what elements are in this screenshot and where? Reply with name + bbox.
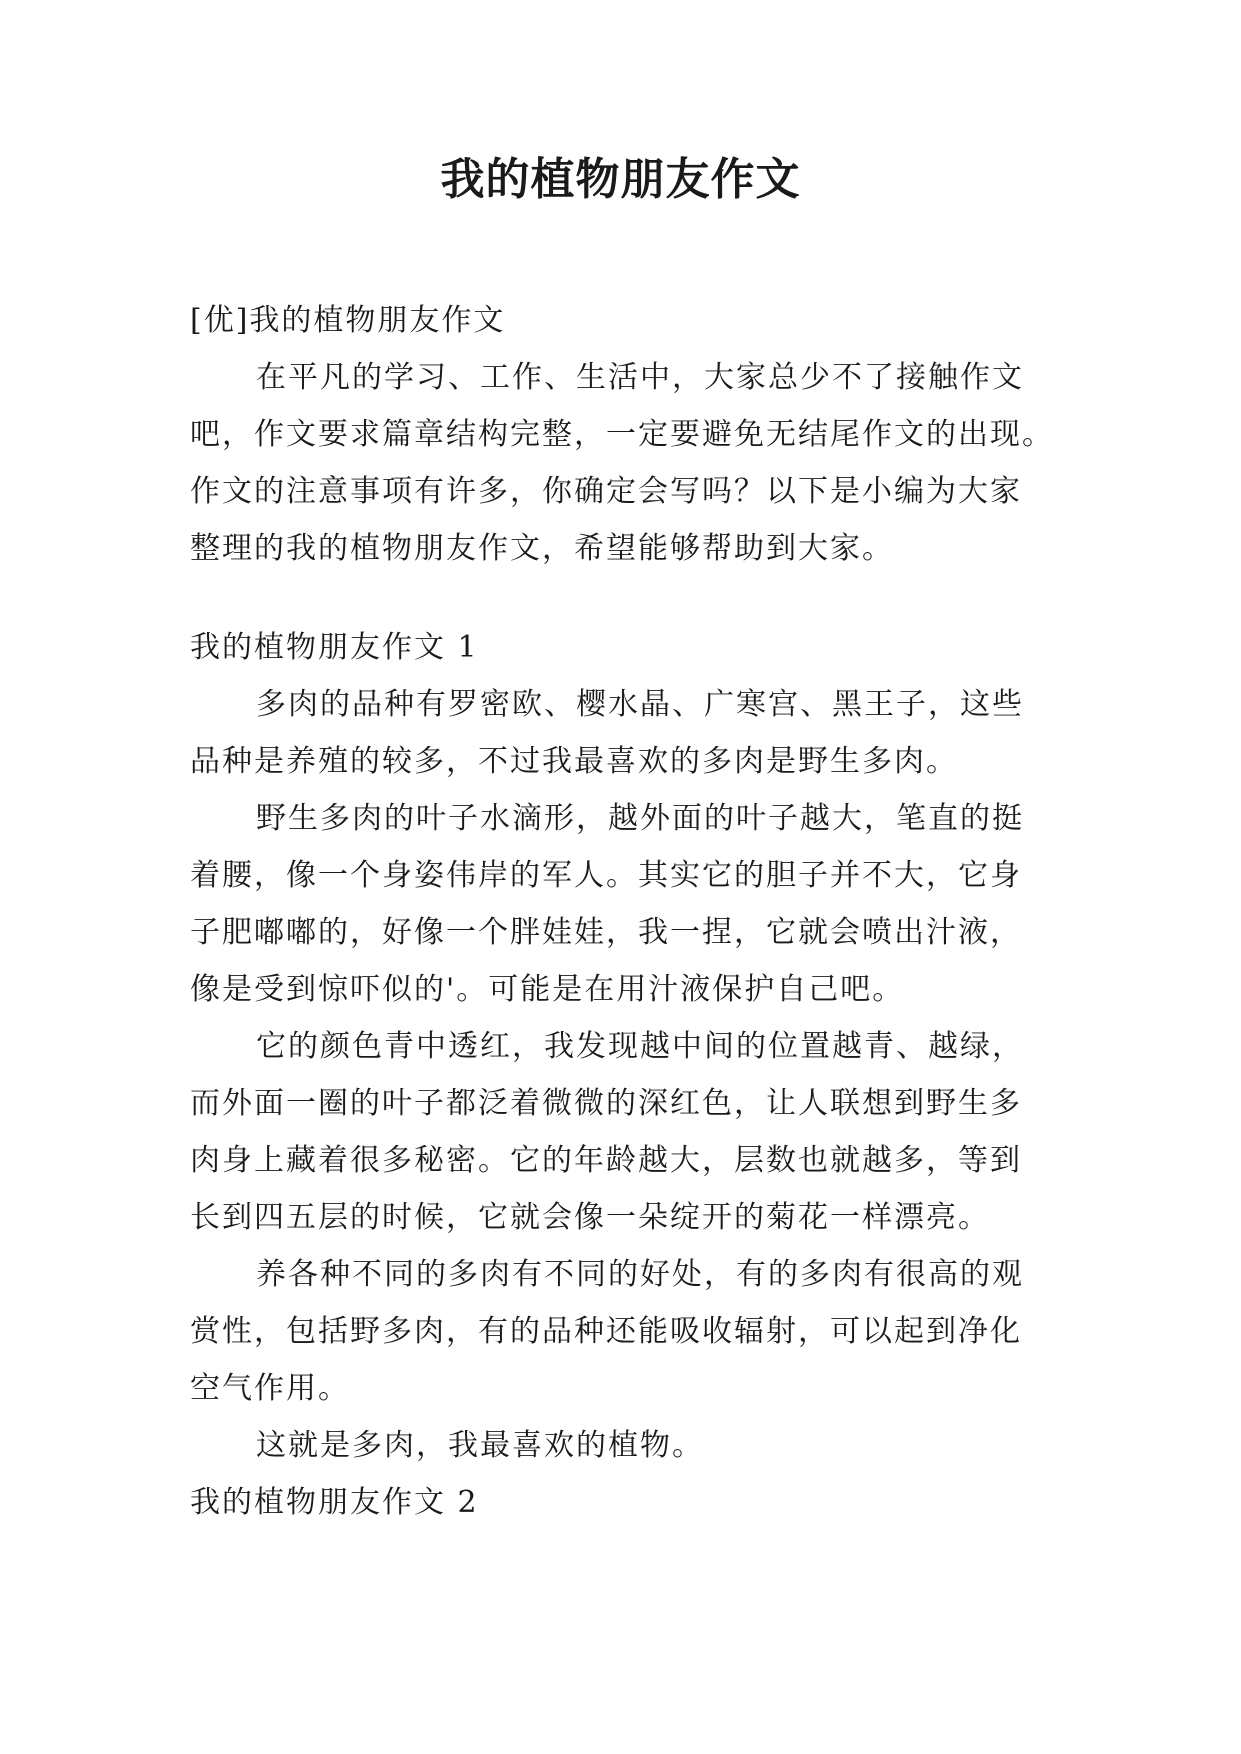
paragraph-line: 野生多肉的叶子水滴形，越外面的叶子越大，笔直的挺: [256, 801, 1024, 836]
subtitle: [优]我的植物朋友作文: [190, 303, 506, 338]
paragraph-line: 它的颜色青中透红，我发现越中间的位置越青、越绿，: [256, 1029, 1024, 1064]
paragraph-line: 养各种不同的多肉有不同的好处，有的多肉有很高的观: [256, 1257, 1024, 1292]
paragraph-line: 像是受到惊吓似的'。可能是在用汁液保护自己吧。: [190, 972, 905, 1007]
intro-line: 作文的注意事项有许多，你确定会写吗？以下是小编为大家: [190, 474, 1022, 509]
paragraph-line: 品种是养殖的较多，不过我最喜欢的多肉是野生多肉。: [190, 744, 958, 779]
section-heading-2: 我的植物朋友作文 2: [190, 1485, 479, 1520]
paragraph-line: 多肉的品种有罗密欧、樱水晶、广寒宫、黑王子，这些: [256, 687, 1024, 722]
paragraph-line: 肉身上藏着很多秘密。它的年龄越大，层数也就越多，等到: [190, 1143, 1022, 1178]
intro-line: 在平凡的学习、工作、生活中，大家总少不了接触作文: [256, 360, 1024, 395]
paragraph-line: 赏性，包括野多肉，有的品种还能吸收辐射，可以起到净化: [190, 1314, 1022, 1349]
document-body: [190, 292, 1070, 1531]
paragraph-line: 空气作用。: [190, 1371, 350, 1406]
paragraph-5: [190, 1417, 1070, 1474]
paragraph-line: 长到四五层的时候，它就会像一朵绽开的菊花一样漂亮。: [190, 1200, 990, 1235]
paragraph-line: 子肥嘟嘟的，好像一个胖娃娃，我一捏，它就会喷出汁液，: [190, 915, 1022, 950]
paragraph-line: 而外面一圈的叶子都泛着微微的深红色，让人联想到野生多: [190, 1086, 1022, 1121]
paragraph-3: [190, 1018, 1070, 1246]
section-spacer: [190, 577, 1070, 619]
intro-paragraph: [190, 349, 1070, 577]
intro-line: 整理的我的植物朋友作文，希望能够帮助到大家。: [190, 531, 894, 566]
paragraph-line: 这就是多肉，我最喜欢的植物。: [256, 1428, 704, 1463]
paragraph-line: 着腰，像一个身姿伟岸的军人。其实它的胆子并不大，它身: [190, 858, 1022, 893]
document-title: 我的植物朋友作文: [440, 154, 801, 205]
paragraph-2: [190, 790, 1070, 1018]
intro-line: 吧，作文要求篇章结构完整，一定要避免无结尾作文的出现。: [190, 417, 1054, 452]
paragraph-4: [190, 1246, 1070, 1417]
section-heading-1: 我的植物朋友作文 1: [190, 630, 479, 665]
paragraph-1: [190, 676, 1070, 790]
